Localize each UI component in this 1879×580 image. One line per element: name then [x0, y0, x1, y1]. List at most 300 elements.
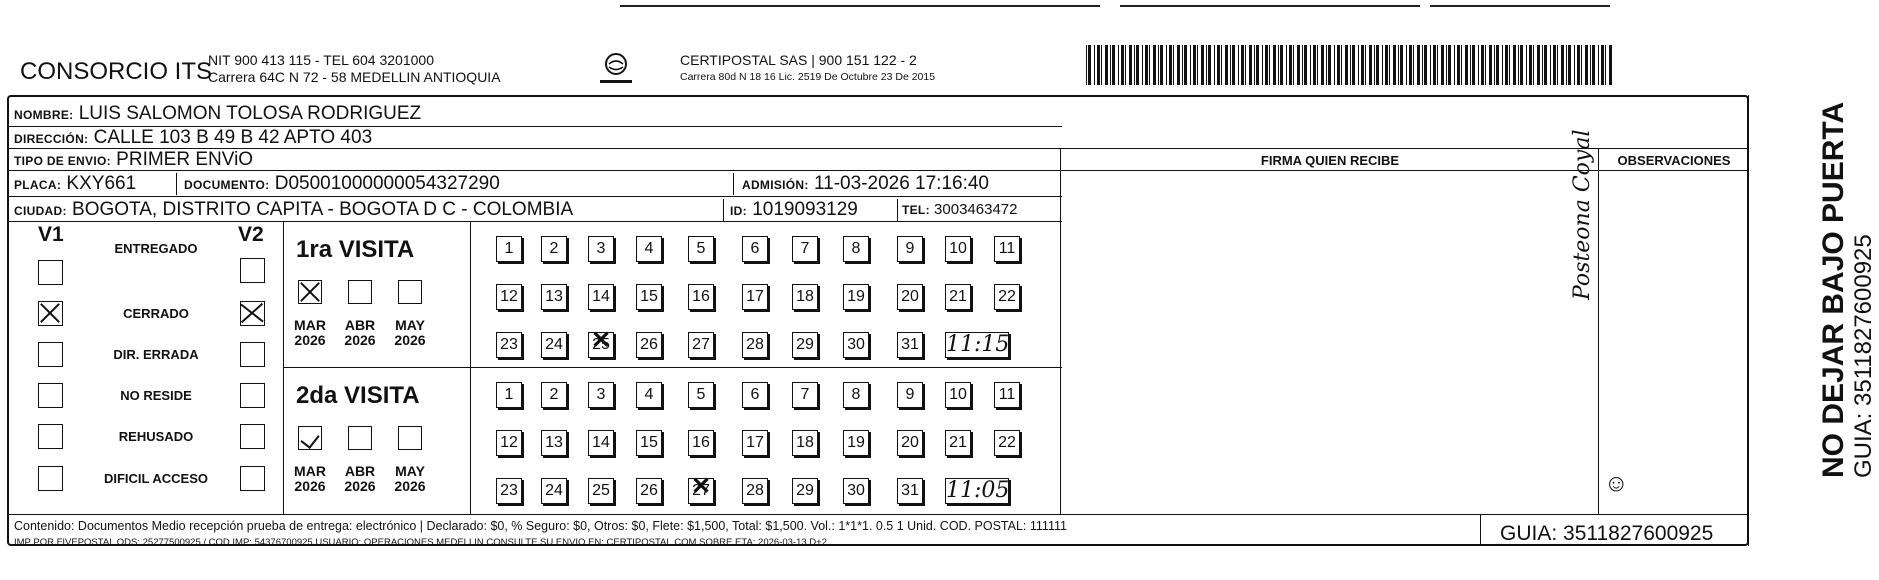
day-box[interactable]: 24: [541, 332, 567, 358]
tel-value: 3003463472: [934, 201, 1018, 218]
barcode-bar: [1502, 45, 1503, 85]
id-label: ID:: [730, 204, 747, 218]
day-box[interactable]: 11: [994, 236, 1020, 262]
barcode-bar: [1129, 45, 1132, 85]
barcode-bar: [1433, 45, 1436, 85]
status-label: ENTREGADO: [114, 241, 198, 256]
barcode-bar: [1505, 45, 1508, 85]
barcode-bar: [1358, 45, 1359, 85]
admision-value: 11-03-2026 17:16:40: [813, 173, 990, 194]
day-box[interactable]: 2: [541, 236, 567, 262]
barcode-bar: [1256, 45, 1259, 85]
barcode-bar: [1313, 45, 1316, 85]
day-box[interactable]: 13: [541, 430, 567, 456]
day-box[interactable]: 10: [945, 382, 971, 408]
row-divider: [9, 170, 1747, 171]
day-box[interactable]: 4: [636, 236, 662, 262]
day-box[interactable]: 28: [742, 332, 768, 358]
barcode-bar: [1190, 45, 1191, 85]
barcode-bar: [1101, 45, 1102, 85]
barcode-bar: [1160, 45, 1163, 85]
barcode-bar: [1382, 45, 1383, 85]
day-box[interactable]: 1: [496, 382, 522, 408]
tel-row: [902, 201, 1017, 218]
barcode-bar: [1166, 45, 1167, 85]
barcode-bar: [1472, 45, 1475, 85]
barcode-bar: [1430, 45, 1431, 85]
day-box[interactable]: 10: [945, 236, 971, 262]
barcode-bar: [1605, 45, 1606, 85]
barcode-bar: [1598, 45, 1599, 85]
barcode-bar: [1424, 45, 1427, 85]
barcode-bar: [1574, 45, 1575, 85]
day-box[interactable]: 15: [636, 284, 662, 310]
barcode-bar: [1214, 45, 1215, 85]
barcode-bar: [1241, 45, 1244, 85]
day-box[interactable]: 6: [742, 382, 768, 408]
day-box[interactable]: 12: [496, 430, 522, 456]
month-name: ABR: [344, 463, 376, 479]
barcode-bar: [1406, 45, 1407, 85]
barcode-bar: [1112, 45, 1115, 85]
day-box[interactable]: 22: [994, 430, 1020, 456]
barcode-bar: [1232, 45, 1235, 85]
barcode-bar: [1341, 45, 1342, 85]
month-label: [290, 464, 330, 494]
barcode-bar: [1422, 45, 1423, 85]
cell-divider: [897, 199, 898, 221]
placa-label: PLACA:: [14, 178, 62, 192]
month-name: MAY: [395, 317, 425, 333]
day-box[interactable]: 19: [843, 430, 869, 456]
day-box[interactable]: 18: [792, 430, 818, 456]
barcode-bar: [1105, 45, 1108, 85]
barcode-bar: [1485, 45, 1486, 85]
barcode-icon: [1086, 45, 1616, 85]
barcode-bar: [1334, 45, 1335, 85]
barcode-bar: [1557, 45, 1558, 85]
month-year: 2026: [344, 478, 376, 494]
barcode-bar: [1136, 45, 1139, 85]
barcode-bar: [1417, 45, 1420, 85]
barcode-bar: [1230, 45, 1231, 85]
day-box[interactable]: 6: [742, 236, 768, 262]
row-divider: [9, 221, 1062, 222]
direccion-label: DIRECCIÓN:: [14, 132, 89, 146]
barcode-bar: [1389, 45, 1390, 85]
documento-value: D05001000000054327290: [274, 173, 500, 194]
company-address: Carrera 64C N 72 - 58 MEDELLIN ANTIOQUIA: [208, 69, 501, 85]
day-box[interactable]: 7: [792, 236, 818, 262]
barcode-bar: [1561, 45, 1564, 85]
month-year: 2026: [294, 478, 326, 494]
row-divider: [9, 196, 1062, 197]
placa-row: [14, 173, 136, 195]
barcode-bar: [1201, 45, 1204, 85]
day-box[interactable]: 8: [843, 382, 869, 408]
day-box[interactable]: 27 ✕: [688, 478, 714, 504]
day-box[interactable]: 12: [496, 284, 522, 310]
barcode-bar: [1262, 45, 1263, 85]
month-year: 2026: [294, 332, 326, 348]
day-box[interactable]: 21: [945, 430, 971, 456]
visit-title: 2da VISITA: [296, 382, 420, 409]
day-box[interactable]: 23: [496, 332, 522, 358]
v2-checkbox[interactable]: [240, 301, 265, 326]
barcode-bar: [1217, 45, 1220, 85]
barcode-bar: [1337, 45, 1340, 85]
day-box[interactable]: 15: [636, 430, 662, 456]
barcode-bar: [1177, 45, 1180, 85]
barcode-bar: [1345, 45, 1348, 85]
side-warning: NO DEJAR BAJO PUERTA: [1817, 101, 1850, 478]
month-label: [290, 318, 330, 348]
barcode-bar: [1197, 45, 1198, 85]
barcode-bar: [1454, 45, 1455, 85]
barcode-bar: [1326, 45, 1327, 85]
scan-line: [1120, 5, 1420, 7]
barcode-bar: [1278, 45, 1279, 85]
barcode-bar: [1461, 45, 1462, 85]
day-box[interactable]: 3: [588, 382, 614, 408]
day-box[interactable]: 3: [588, 236, 614, 262]
scan-line: [1430, 5, 1610, 7]
col-divider: [470, 221, 471, 514]
month-checkbox[interactable]: [298, 426, 322, 450]
tipo-row: [14, 149, 253, 171]
barcode-bar: [1208, 45, 1211, 85]
barcode-bar: [1206, 45, 1207, 85]
carrier-license: Carrera 80d N 18 16 Lic. 2519 De Octubre 23 De 2015: [680, 71, 936, 83]
barcode-bar: [1153, 45, 1156, 85]
day-box[interactable]: 20: [897, 430, 923, 456]
barcode-bar: [1238, 45, 1239, 85]
barcode-bar: [1496, 45, 1499, 85]
col-divider: [1748, 95, 1749, 546]
barcode-bar: [1385, 45, 1388, 85]
barcode-bar: [1489, 45, 1492, 85]
barcode-bar: [1193, 45, 1196, 85]
v1-checkbox[interactable]: [38, 466, 63, 491]
v1-checkbox[interactable]: [38, 342, 63, 367]
barcode-bar: [1592, 45, 1595, 85]
month-name: MAR: [294, 463, 326, 479]
barcode-bar: [1478, 45, 1479, 85]
barcode-bar: [1520, 45, 1523, 85]
barcode-bar: [1553, 45, 1556, 85]
admision-row: [742, 173, 989, 195]
visit-title: 1ra VISITA: [296, 236, 415, 263]
barcode-bar: [1374, 45, 1375, 85]
day-box[interactable]: 30: [843, 478, 869, 504]
day-box[interactable]: 5: [688, 382, 714, 408]
month-year: 2026: [394, 332, 426, 348]
day-box[interactable]: 29: [792, 478, 818, 504]
month-label: [340, 318, 380, 348]
barcode-bar: [1142, 45, 1143, 85]
barcode-bar: [1118, 45, 1119, 85]
day-box[interactable]: 23: [496, 478, 522, 504]
nombre-label: NOMBRE:: [14, 108, 74, 122]
barcode-bar: [1297, 45, 1300, 85]
day-box[interactable]: 26: [636, 478, 662, 504]
col-divider: [1060, 148, 1061, 514]
barcode-bar: [1254, 45, 1255, 85]
v1-checkbox[interactable]: [38, 301, 63, 326]
day-box[interactable]: 9: [897, 382, 923, 408]
visit-divider: [283, 367, 1062, 368]
company-info: [208, 52, 501, 86]
day-box[interactable]: 1: [496, 236, 522, 262]
day-box[interactable]: 8: [843, 236, 869, 262]
barcode-bar: [1441, 45, 1444, 85]
barcode-bar: [1249, 45, 1252, 85]
month-name: MAR: [294, 317, 326, 333]
barcode-bar: [1225, 45, 1228, 85]
barcode-bar: [1457, 45, 1460, 85]
tel-label: TEL:: [902, 203, 930, 217]
barcode-bar: [1398, 45, 1399, 85]
barcode-bar: [1529, 45, 1532, 85]
barcode-bar: [1145, 45, 1148, 85]
v2-header: V2: [238, 223, 264, 246]
barcode-bar: [1393, 45, 1396, 85]
day-box[interactable]: 9: [897, 236, 923, 262]
day-box[interactable]: 14: [588, 430, 614, 456]
status-label: NO RESIDE: [120, 388, 192, 403]
admision-label: ADMISIÓN:: [742, 178, 809, 192]
col-divider: [283, 221, 284, 514]
barcode-bar: [1304, 45, 1307, 85]
barcode-bar: [1184, 45, 1187, 85]
barcode-bar: [1609, 45, 1612, 85]
signature-mark-icon: ☺: [1604, 470, 1629, 497]
id-row: [730, 199, 858, 221]
firma-header: FIRMA QUIEN RECIBE: [1260, 153, 1400, 168]
barcode-bar: [1509, 45, 1510, 85]
barcode-bar: [1566, 45, 1567, 85]
barcode-bar: [1125, 45, 1126, 85]
barcode-bar: [1376, 45, 1379, 85]
observaciones-header: OBSERVACIONES: [1617, 153, 1731, 168]
cell-divider: [1480, 514, 1481, 546]
day-box[interactable]: 20: [897, 284, 923, 310]
barcode-bar: [1437, 45, 1438, 85]
barcode-bar: [1361, 45, 1364, 85]
day-box[interactable]: 14: [588, 284, 614, 310]
nombre-value: LUIS SALOMON TOLOSA RODRIGUEZ: [78, 103, 422, 124]
barcode-bar: [1280, 45, 1283, 85]
barcode-bar: [1158, 45, 1159, 85]
barcode-bar: [1269, 45, 1270, 85]
v1-header: V1: [38, 223, 64, 246]
nombre-row: [14, 103, 421, 125]
barcode-bar: [1286, 45, 1287, 85]
company-name: CONSORCIO ITS: [20, 58, 213, 85]
side-guia: GUIA: 3511827600925: [1850, 234, 1877, 478]
visit-time[interactable]: 11:05: [946, 478, 1010, 503]
id-value: 1019093129: [752, 199, 858, 220]
barcode-bar: [1494, 45, 1495, 85]
barcode-bar: [1273, 45, 1276, 85]
barcode-bar: [1581, 45, 1582, 85]
barcode-bar: [1470, 45, 1471, 85]
day-box[interactable]: 21: [945, 284, 971, 310]
barcode-bar: [1110, 45, 1111, 85]
day-box[interactable]: 22: [994, 284, 1020, 310]
v2-checkbox[interactable]: [240, 383, 265, 408]
month-label: [340, 464, 380, 494]
day-box[interactable]: 17: [742, 284, 768, 310]
documento-label: DOCUMENTO:: [184, 178, 270, 192]
month-checkbox[interactable]: [298, 280, 322, 304]
tipo-label: TIPO DE ENVIO:: [14, 154, 111, 168]
barcode-bar: [1446, 45, 1447, 85]
day-box[interactable]: 27: [688, 332, 714, 358]
month-checkbox[interactable]: [348, 280, 372, 304]
v2-checkbox[interactable]: [240, 466, 265, 491]
month-year: 2026: [394, 478, 426, 494]
barcode-bar: [1350, 45, 1351, 85]
barcode-bar: [1134, 45, 1135, 85]
v2-checkbox[interactable]: [240, 258, 265, 283]
barcode-bar: [1265, 45, 1268, 85]
day-box[interactable]: 26: [636, 332, 662, 358]
month-label: [390, 318, 430, 348]
day-box[interactable]: 7: [792, 382, 818, 408]
barcode-bar: [1400, 45, 1403, 85]
month-name: ABR: [344, 317, 376, 333]
day-box[interactable]: 2: [541, 382, 567, 408]
barcode-bar: [1601, 45, 1604, 85]
barcode-bar: [1577, 45, 1580, 85]
barcode-bar: [1321, 45, 1324, 85]
footer-divider: [9, 514, 1747, 515]
placa-value: KXY661: [66, 173, 137, 194]
day-box[interactable]: 18: [792, 284, 818, 310]
direccion-value: CALLE 103 B 49 B 42 APTO 403: [93, 127, 373, 148]
barcode-bar: [1465, 45, 1468, 85]
carrier-info: [680, 52, 935, 86]
barcode-bar: [1409, 45, 1412, 85]
day-box[interactable]: 17: [742, 430, 768, 456]
col-divider: [1598, 148, 1599, 514]
v2-checkbox[interactable]: [240, 342, 265, 367]
cell-divider: [723, 199, 724, 221]
barcode-bar: [1526, 45, 1527, 85]
barcode-bar: [1121, 45, 1124, 85]
documento-row: [184, 173, 500, 195]
day-box[interactable]: 31: [897, 332, 923, 358]
barcode-bar: [1533, 45, 1534, 85]
day-box[interactable]: 29: [792, 332, 818, 358]
month-checkbox[interactable]: [398, 280, 422, 304]
direccion-row: [14, 127, 372, 149]
barcode-bar: [1550, 45, 1551, 85]
ciudad-row: [14, 199, 573, 221]
barcode-bar: [1413, 45, 1414, 85]
v1-checkbox[interactable]: [38, 424, 63, 449]
cell-divider: [176, 173, 177, 195]
signature: Posteona Coyal: [1570, 129, 1595, 300]
footer-content: Contenido: Documentos Medio recepción prueba de entrega: electrónico | Declarado: $0, % Seguro: $0, Otros: $0, Flete: $1,500, Total: $1,500. Vol.: 1*1*1. 0.5 1 Unid. COD. POSTAL: 111111: [14, 519, 1067, 533]
v2-checkbox[interactable]: [240, 424, 265, 449]
day-box[interactable]: 13: [541, 284, 567, 310]
barcode-bar: [1328, 45, 1331, 85]
barcode-bar: [1097, 45, 1100, 85]
cell-divider: [733, 173, 734, 195]
status-label: REHUSADO: [118, 429, 194, 444]
certipostal-logo-icon: [596, 50, 636, 88]
company-nit: NIT 900 413 115 - TEL 604 3201000: [208, 52, 434, 68]
day-box[interactable]: 5: [688, 236, 714, 262]
barcode-bar: [1585, 45, 1588, 85]
month-checkbox[interactable]: [398, 426, 422, 450]
barcode-bar: [1086, 45, 1087, 85]
barcode-bar: [1182, 45, 1183, 85]
barcode-bar: [1544, 45, 1547, 85]
day-box[interactable]: 25: [588, 478, 614, 504]
visit-time[interactable]: 11:15: [946, 332, 1010, 357]
day-box[interactable]: 19: [843, 284, 869, 310]
barcode-bar: [1289, 45, 1292, 85]
barcode-bar: [1173, 45, 1174, 85]
v1-checkbox[interactable]: [38, 260, 63, 285]
barcode-bar: [1568, 45, 1571, 85]
day-box[interactable]: 16: [688, 284, 714, 310]
barcode-bar: [1448, 45, 1451, 85]
barcode-bar: [1481, 45, 1484, 85]
barcode-bar: [1169, 45, 1172, 85]
ciudad-value: BOGOTA, DISTRITO CAPITA - BOGOTA D C - COLOMBIA: [72, 199, 574, 220]
barcode-bar: [1094, 45, 1095, 85]
barcode-bar: [1369, 45, 1372, 85]
day-box[interactable]: 16: [688, 430, 714, 456]
day-box[interactable]: 11: [994, 382, 1020, 408]
barcode-bar: [1542, 45, 1543, 85]
barcode-bar: [1365, 45, 1366, 85]
day-box[interactable]: 24: [541, 478, 567, 504]
barcode-bar: [1293, 45, 1294, 85]
day-box[interactable]: 30: [843, 332, 869, 358]
barcode-bar: [1310, 45, 1311, 85]
barcode-bar: [1590, 45, 1591, 85]
tipo-value: PRIMER ENViO: [116, 149, 254, 170]
day-box[interactable]: 31: [897, 478, 923, 504]
carrier-name: CERTIPOSTAL SAS | 900 151 122 - 2: [680, 52, 917, 68]
barcode-bar: [1352, 45, 1355, 85]
status-label: DIR. ERRADA: [113, 347, 199, 362]
status-label: CERRADO: [123, 306, 189, 321]
barcode-bar: [1245, 45, 1246, 85]
month-year: 2026: [344, 332, 376, 348]
barcode-bar: [1149, 45, 1150, 85]
month-label: [390, 464, 430, 494]
scan-line: [620, 5, 1100, 7]
ciudad-label: CIUDAD:: [14, 204, 67, 218]
day-box[interactable]: 28: [742, 478, 768, 504]
month-checkbox[interactable]: [348, 426, 372, 450]
month-name: MAY: [395, 463, 425, 479]
v1-checkbox[interactable]: [38, 383, 63, 408]
barcode-bar: [1518, 45, 1519, 85]
barcode-bar: [1317, 45, 1318, 85]
barcode-bar: [1088, 45, 1091, 85]
status-label: DIFICIL ACCESO: [103, 471, 208, 486]
day-box[interactable]: 25 ✕: [588, 332, 614, 358]
footer-print-info: IMP POR FIVEPOSTAL ODS: 25277500925 / COD.IMP: 54376700925 USUARIO: OPERACIONES MEDELLIN CONSULTE SU ENVIO EN: CERTIPOSTAL.COM SOBRE ETA: 2026-03-13 D+2: [14, 537, 827, 548]
day-box[interactable]: 4: [636, 382, 662, 408]
